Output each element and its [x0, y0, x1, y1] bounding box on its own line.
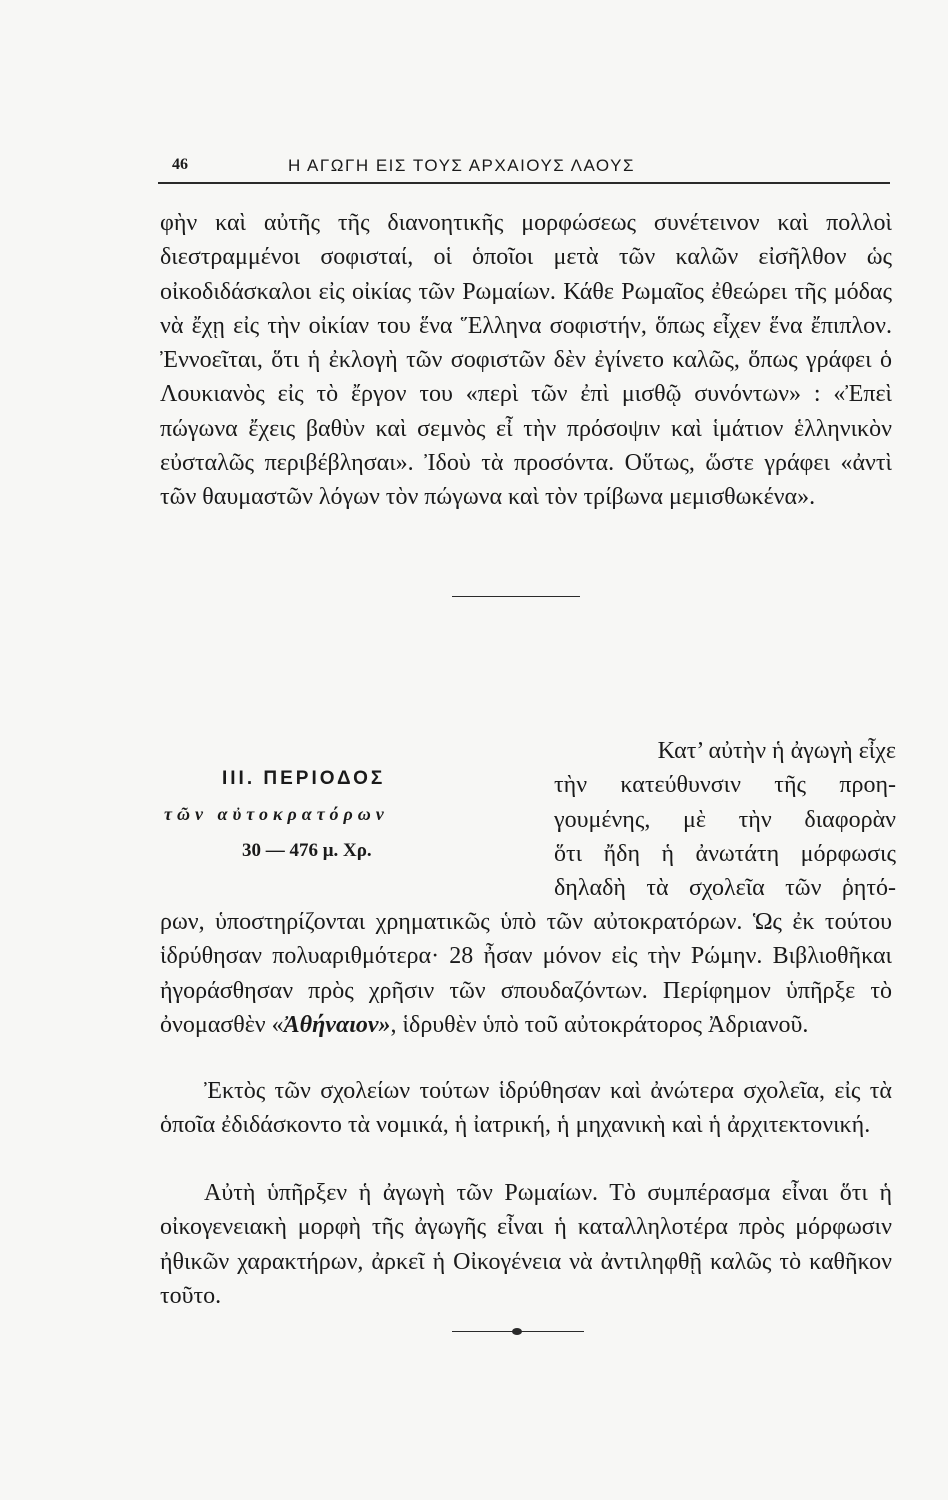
running-head: Η ΑΓΩΓΗ ΕΙΣ ΤΟΥΣ ΑΡΧΑΙΟΥΣ ΛΑΟΥΣ — [288, 156, 635, 175]
wrapped-line-1: Κατ’ αὐτὴν ἡ ἀγωγὴ εἶχε — [657, 738, 896, 764]
section-heading — [160, 768, 540, 878]
page-header — [158, 156, 890, 184]
section-separator-line — [452, 596, 580, 597]
athenaeum-emphasis: Ἀθήναιον» — [283, 1011, 391, 1038]
paragraph-4: Αὐτὴ ὑπῆρξεν ἡ ἀγωγὴ τῶν Ρωμαίων. Τὸ συμπέρασμα εἶναι ὅτι ἡ οἰκογενειακὴ μορφὴ τῆς ἀγωγῆς εἶναι ἡ καταλληλοτέρα πρὸς μόρφωσιν ἠθικῶν χαρακτήρων, ἀρκεῖ ἡ Οἰκογένεια νὰ ἀντιληφθῇ καλῶς τὸ καθῆκον τοῦτο. — [160, 1180, 892, 1309]
paragraph-3: Ἐκτὸς τῶν σχολείων τούτων ἱδρύθησαν καὶ ἀνώτερα σχολεῖα, εἰς τὰ ὁποῖα ἐδιδάσκοντο τὰ νομικά, ἡ ἰατρική, ἡ μηχανικὴ καὶ ἡ ἀρχιτεκτονική. — [160, 1078, 892, 1139]
wrapped-line-2: τὴν κατεύθυνσιν τῆς προη- — [554, 772, 896, 799]
wrapped-text-column — [554, 734, 896, 905]
wrapped-line-5: δηλαδὴ τὰ σχολεῖα τῶν ῥητό- — [554, 875, 896, 902]
paragraph-2 — [160, 905, 892, 1042]
paragraph-2-text: ρων, ὑποστηρίζονται χρηματικῶς ὑπὸ τῶν αὐτοκρατόρων. Ὡς ἐκ τούτου ἱδρύθησαν πολυαριθμότερα· 28 ἦσαν μόνον εἰς τὴν Ρώμην. Βιβλιοθῆκαι ἠγοράσθησαν πρὸς χρῆσιν τῶν σπουδαζόντων. Περίφημον ὑπῆρξε τὸ ὀνομασθὲν « — [160, 909, 892, 1038]
wrapped-line-4: ὅτι ἤδη ἡ ἀνωτάτη μόρφωσις — [554, 840, 896, 867]
paragraph-1: φὴν καὶ αὐτῆς τῆς διανοητικῆς μορφώσεως συνέτεινον καὶ πολλοὶ διεστραμμένοι σοφισταί, οἱ ὁποῖοι μετὰ τῶν καλῶν εἰσῆλθον ὡς οἰκοδιδάσκαλοι εἰς οἰκίας τῶν Ρωμαίων. Κάθε Ρωμαῖος ἐθεώρει τῆς μόδας νὰ ἔχῃ εἰς τὴν οἰκίαν του ἕνα Ἕλληνα σοφιστήν, ὅπως εἶχεν ἕνα ἔπιπλον. Ἐννοεῖται, ὅτι ἡ ἐκλογὴ τῶν σοφιστῶν δὲν ἐγίνετο καλῶς, ὅπως γράφει ὁ Λουκιανὸς εἰς τὸ ἔργον του «περὶ τῶν ἐπὶ μισθῷ συνόντων» : «Ἐπεὶ πώγωνα ἔχεις βαθὺν καὶ σεμνὸς εἶ τὴν πρόσοψιν καὶ ἱμάτιον ἑλληνικὸν εὐσταλῶς περιβέβλησαι». Ἰδοὺ τὰ προσόντα. Οὕτως, ὥστε γράφει «ἀντὶ τῶν θαυμαστῶν λόγων τὸν πώγωνα καὶ τὸν τρίβωνα μεμισθωκένα». — [160, 210, 892, 511]
end-ornament-dot — [512, 1328, 522, 1335]
page-number: 46 — [172, 156, 188, 173]
wrapped-line-3: γουμένης, μὲ τὴν διαφορὰν — [554, 806, 896, 833]
paragraph-2-tail: , ἱδρυθὲν ὑπὸ τοῦ αὐτοκράτορος Ἀδριανοῦ. — [390, 1011, 809, 1038]
section-years: 30 — 476 μ. Χρ. — [242, 840, 372, 861]
section-subtitle: τῶν αὐτοκρατόρων — [164, 804, 389, 824]
section-title: III. ΠΕΡΙΟΔΟΣ — [222, 768, 386, 789]
end-ornament — [452, 1328, 584, 1336]
